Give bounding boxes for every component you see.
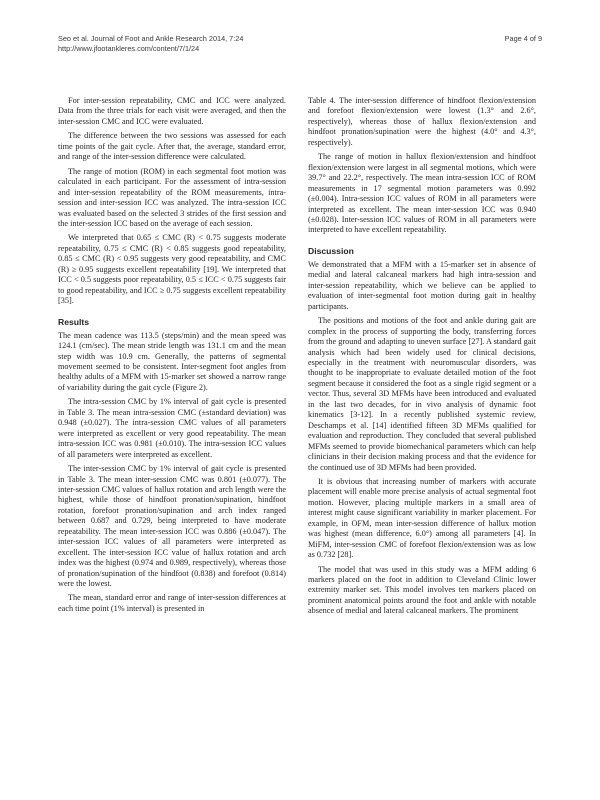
paragraph: We demonstrated that a MFM with a 15-marker set in absence of medial and lateral calcaneal markers had high intra-session and inter-session repeatability, which we believe can be applied to evaluation of inter-segmental foot motion during gait in healthy participants.: [308, 259, 536, 311]
journal-url-link[interactable]: http://www.jfootankleres.com/content/7/1/24: [58, 44, 200, 53]
page-number: Page 4 of 9: [504, 34, 542, 43]
paragraph: The intra-session CMC by 1% interval of gait cycle is presented in Table 3. The mean intra-session CMC (±standard deviation) was 0.948 (±0.027). The intra-session CMC values of all parameters were interpreted as excellent or very good repeatability. The mean intra-session ICC was 0.981 (±0.010). The intra-session ICC values of all parameters were interpreted as excellent.: [58, 397, 286, 459]
paragraph: The difference between the two sessions was assessed for each time points of the gait cycle. After that, the average, standard error, and range of the inter-session difference were calculated.: [58, 131, 286, 162]
paragraph: We interpreted that 0.65 ≤ CMC (R) < 0.75 suggests moderate repeatability, 0.75 ≤ CMC (R) < 0.85 suggests good repeatability, 0.85 ≤ CMC (R) < 0.95 suggests very good repeatability, and CMC (R) ≥ 0.95 suggests excellent repeatability [19]. We interpreted that ICC < 0.5 suggests poor repeatability, 0.5 ≤ ICC < 0.75 suggests fair to good repeatability, and ICC ≥ 0.75 suggests excellent repeatability [35].: [58, 233, 286, 306]
section-heading-discussion: Discussion: [308, 245, 354, 256]
left-column: [58, 96, 286, 618]
paragraph: The mean, standard error and range of inter-session differences at each time point (1% interval) is presented in: [58, 593, 286, 613]
paragraph: Table 4. The inter-session difference of hindfoot flexion/extension and forefoot flexion/extension were lowest (1.3° and 2.6°, respectively), whereas those of hallux flexion/extension and hindfoot pronation/supination were the highest (4.0° and 4.3°, respectively).: [308, 96, 536, 147]
paragraph: The inter-session CMC by 1% interval of gait cycle is presented in Table 3. The mean inter-session CMC was 0.801 (±0.077). The inter-session CMC values of hallux rotation and arch length were the highest, while those of hindfoot pronation/supination, hindfoot rotation, forefoot pronation/supination and arch index ranged between 0.687 and 0.729, being interpreted to have moderate repeatability. The mean inter-session ICC was 0.886 (±0.047). The inter-session ICC values of all parameters were interpreted as excellent. The inter-session ICC value of hallux rotation and arch index was the highest (0.974 and 0.989, respectively), whereas those of pronation/supination of the hindfoot (0.838) and forefoot (0.814) were the lowest.: [58, 464, 286, 589]
right-column: [308, 96, 536, 621]
paragraph: For inter-session repeatability, CMC and ICC were analyzed. Data from the three trials for each visit were averaged, and then the inter-session CMC and ICC were evaluated.: [58, 96, 286, 126]
header-left: [58, 34, 243, 54]
paragraph: It is obvious that increasing number of markers with accurate placement will enable more precise analysis of actual segmental foot motion. However, placing multiple markers in a small area of interest might cause significant variability in marker placement. For example, in OFM, mean inter-session difference of hallux motion was highest (mean difference, 6.0°) among all parameters [4]. In MiFM, inter-session CMC of forefoot flexion/extension was as low as 0.732 [28].: [308, 476, 536, 560]
paragraph: The range of motion (ROM) in each segmental foot motion was calculated in each participant. For the assessment of intra-session and inter-session repeatability of the ROM measurements, intra-session and inter-session ICC was analyzed. The intra-session ICC was evaluated based on the selected 3 strides of the first session and the inter-session ICC based on the average of each session.: [58, 166, 286, 228]
paragraph: The model that was used in this study was a MFM adding 6 markers placed on the foot in addition to Cleveland Clinic lower extremity marker set. This model involves ten markers placed on prominent anatomical points around the foot and ankle with notable absence of medial and lateral calcaneal markers. The prominent: [308, 564, 536, 616]
paragraph: The mean cadence was 113.5 (steps/min) and the mean speed was 124.1 (cm/sec). The mean stride length was 131.1 cm and the mean step width was 10.9 cm. Generally, the patterns of segmental movement seemed to be consistent. Inter-segment foot angles from healthy adults of a MFM with 15-marker set showed a narrow range of variability during the gait cycle (Figure 2).: [58, 330, 286, 392]
journal-citation: Seo et al. Journal of Foot and Ankle Research 2014, 7:24: [58, 34, 244, 43]
paragraph: The range of motion in hallux flexion/extension and hindfoot flexion/extension were largest in all segmental motions, which were 39.7° and 22.2°, respectively. The mean intra-session ICC of ROM measurements in 17 segmental motion parameters was 0.992 (±0.004). Intra-session ICC values of ROM in all parameters were interpreted as excellent. The mean inter-session ICC was 0.940 (±0.028). Inter-session ICC values of ROM in all parameters were interpreted to have excellent repeatability.: [308, 152, 536, 235]
paragraph: The positions and motions of the foot and ankle during gait are complex in the process of supporting the body, transferring forces from the ground and adapting to uneven surface [27]. A standard gait analysis which had been widely used for clinical decisions, especially in the treatment with neuromuscular disorders, was thought to be inappropriate to evaluate detailed motion of the foot segment because it considered the foot as a single rigid segment or a vector. Thus, several 3D MFMs have been introduced and evaluated in the last two decades, for in vivo analysis of dynamic foot kinematics [3-12]. In a recently published systemic review, Deschamps et al. [14] identified fifteen 3D MFMs qualified for evaluation and reproduction. They concluded that several published MFMs seemed to provide biomechanical parameters which can help clinicians in their decision making process and that the evidence for the continued use of 3D MFMs had been provided.: [308, 316, 536, 472]
section-heading-results: Results: [58, 316, 90, 327]
